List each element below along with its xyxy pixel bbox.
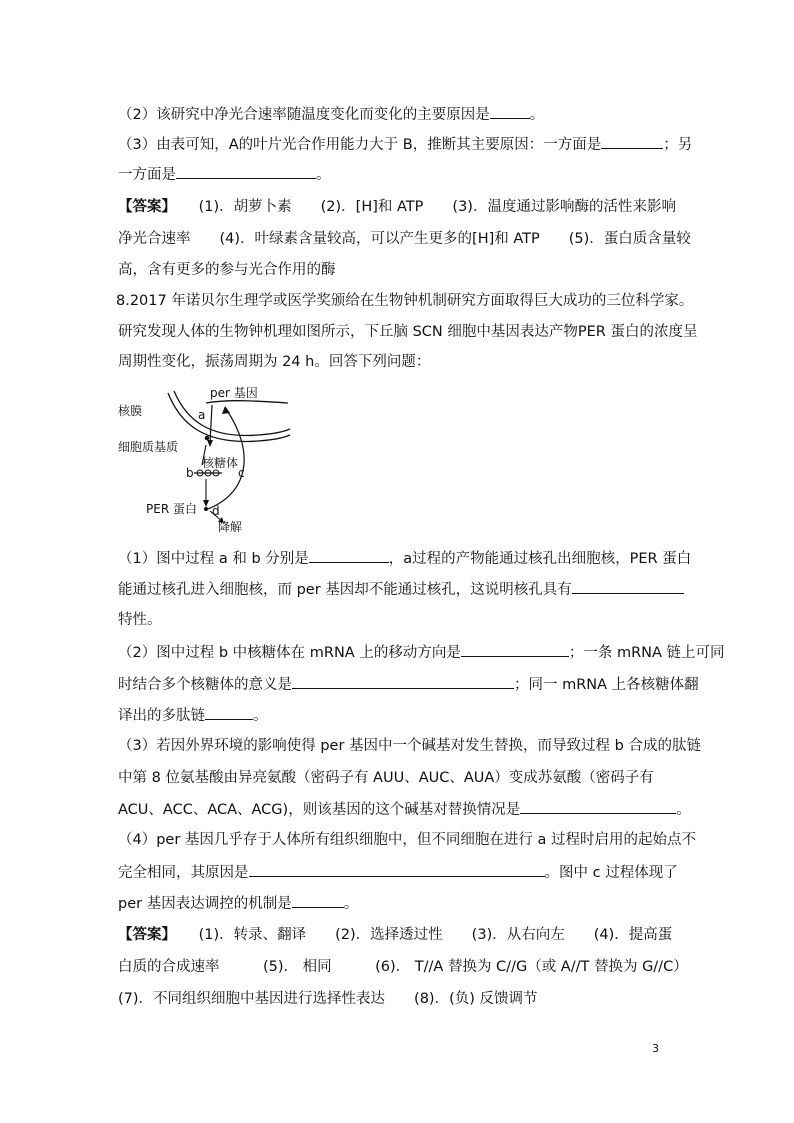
label-per-gene: per 基因 (210, 386, 258, 400)
q8-part2-text4: ；同一 mRNA 上各核糖体翻 (514, 677, 699, 693)
answer8-text3: (7)．不同组织细胞中基因进行选择性表达 (8)．(负) 反馈调节 (118, 991, 538, 1007)
q8-part1-end: 特性。 (118, 612, 162, 628)
answer-blank[interactable] (490, 104, 530, 119)
q7-part2-end: 。 (529, 107, 545, 123)
q8-part4-end: 。 (343, 896, 359, 912)
q8-part2-end: 。 (253, 708, 268, 724)
q8-intro-text1: 8.2017 年诺贝尔生理学或医学奖颁给在生物钟机制研究方面取得巨大成功的三位科学家。 (116, 293, 694, 309)
arrow-head-a (207, 440, 213, 447)
answer-blank[interactable] (205, 705, 253, 720)
arrow-head-b (203, 500, 209, 507)
arrow-head-c (222, 406, 230, 414)
answer-blank[interactable] (176, 164, 316, 179)
answer-blank[interactable] (292, 674, 514, 689)
answer-blank[interactable] (461, 642, 569, 657)
mrna-dot (205, 436, 210, 441)
q8-part2-line3 (118, 705, 268, 726)
q7-part3-text3: 一方面是 (118, 167, 176, 183)
q8-part4-text: （4）per 基因几乎存于人体所有组织细胞中，但不同细胞在进行 a 过程时启用的起始点不 (118, 832, 697, 848)
q8-part3-line3 (118, 799, 691, 820)
answer-blank[interactable] (292, 893, 344, 908)
q8-part3-line2 (118, 768, 654, 788)
q7-part3-end: 。 (316, 167, 331, 183)
biological-clock-diagram (118, 383, 318, 533)
page-number: 3 (652, 1042, 659, 1055)
q8-part2-text2: ；一条 mRNA 链上可同 (568, 645, 725, 661)
q8-part1-text3: 能通过核孔进入细胞核，而 per 基因却不能通过核孔，这说明核孔具有 (118, 582, 572, 598)
answer7-line2 (118, 229, 691, 249)
q8-part4-line1 (118, 830, 696, 850)
q8-part3-end: 。 (676, 802, 691, 818)
q8-intro-text2: 研究发现人体的生物钟机理如图所示，下丘脑 SCN 细胞中基因表达产物PER 蛋白的浓度呈 (118, 324, 698, 340)
diagram-svg (118, 383, 318, 533)
answer-blank[interactable] (572, 579, 684, 594)
label-cytoplasm: 细胞质基质 (118, 440, 179, 454)
answer7-text1: (1)．胡萝卜素 (2)．[H]和 ATP (3)．温度通过影响酶的活性来影响 (198, 199, 676, 215)
q8-part3-text: （3）若因外界环境的影响使得 per 基因中一个碱基对发生替换，而导致过程 b 合成的肽链 (118, 738, 701, 754)
answer7-text2: 净光合速率 (4)．叶绿素含量较高，可以产生更多的[H]和 ATP (5)．蛋白质含量较 (118, 231, 691, 247)
label-degrade: 降解 (218, 520, 243, 534)
q8-intro3 (118, 352, 430, 372)
q8-part1-text: （1）图中过程 a 和 b 分别是 (118, 551, 309, 567)
q8-part1-text2: ，a过程的产物能通过核孔出细胞核，PER 蛋白 (388, 551, 692, 567)
q8-part1-line2 (118, 579, 684, 600)
answer-blank[interactable] (309, 548, 389, 563)
label-per-protein: PER 蛋白 (146, 502, 197, 516)
q8-part2-line1 (118, 642, 725, 663)
q7-part3-text: （3）由表可知，A的叶片光合作用能力大于 B，推断其主要原因：一方面是 (118, 137, 602, 153)
answer-blank[interactable] (520, 799, 676, 814)
per-gene-line (206, 401, 288, 403)
answer8-line1 (118, 925, 672, 945)
q7-part2-text: （2）该研究中净光合速率随温度变化而变化的主要原因是 (118, 107, 490, 123)
label-c: c (238, 466, 245, 480)
q8-part2-line2 (118, 674, 699, 695)
q8-part1-line1 (118, 548, 691, 569)
label-nuclear-membrane: 核膜 (118, 404, 143, 418)
answer7-text3: 高，含有更多的参与光合作用的酶 (118, 262, 336, 278)
q8-part2-text: （2）图中过程 b 中核糖体在 mRNA 上的移动方向是 (118, 645, 461, 661)
answer8-line2 (118, 957, 688, 977)
q8-part4-line3 (118, 893, 358, 914)
q8-part2-text3: 时结合多个核糖体的意义是 (118, 677, 292, 693)
answer-tag: 【答案】 (118, 927, 176, 943)
q8-intro2 (118, 322, 697, 342)
q8-part3-text3: ACU、ACC、ACA、ACG)，则该基因的这个碱基对替换情况是 (118, 802, 521, 818)
answer-tag: 【答案】 (118, 199, 176, 215)
q7-part3-line1 (118, 134, 692, 155)
label-a: a (198, 408, 206, 422)
q8-part3-line1 (118, 736, 701, 756)
q7-part3-text2: ；另 (663, 137, 693, 153)
label-d: d (212, 504, 220, 518)
q7-part2 (118, 104, 544, 125)
q7-part3-line2 (118, 164, 331, 185)
q8-part3-text2: 中第 8 位氨基酸由异亮氨酸（密码子有 AUU、AUC、AUA）变成苏氨酸（密码子有 (118, 770, 654, 786)
q8-part1-line3 (118, 610, 162, 630)
per-protein-dot (204, 507, 208, 511)
answer8-text1: (1)．转录、翻译 (2)．选择透过性 (3)．从右向左 (4)．提高蛋 (198, 927, 673, 943)
label-b: b (186, 466, 194, 480)
answer7-line3 (118, 260, 336, 280)
q8-part4-text3: 。图中 c 过程体现了 (544, 865, 678, 881)
answer8-line3 (118, 989, 538, 1009)
answer7-line1 (118, 197, 676, 217)
q8-intro-text3: 周期性变化，振荡周期为 24 h。回答下列问题： (118, 354, 431, 370)
q8-part4-line2 (118, 862, 678, 883)
process-a-arrow (210, 405, 212, 443)
q8-intro1 (116, 291, 693, 311)
q8-part4-text4: per 基因表达调控的机制是 (118, 896, 292, 912)
answer-blank[interactable] (601, 134, 663, 149)
label-ribosome: 核糖体 (202, 456, 239, 470)
q8-part4-text2: 完全相同，其原因是 (118, 865, 249, 881)
answer8-text2: 白质的合成速率 (5)． 相同 (6)． T//A 替换为 C//G（或 A//T 替换为 G//C） (118, 959, 688, 975)
q8-part2-text5: 译出的多肽链 (118, 708, 205, 724)
answer-blank[interactable] (249, 862, 545, 877)
